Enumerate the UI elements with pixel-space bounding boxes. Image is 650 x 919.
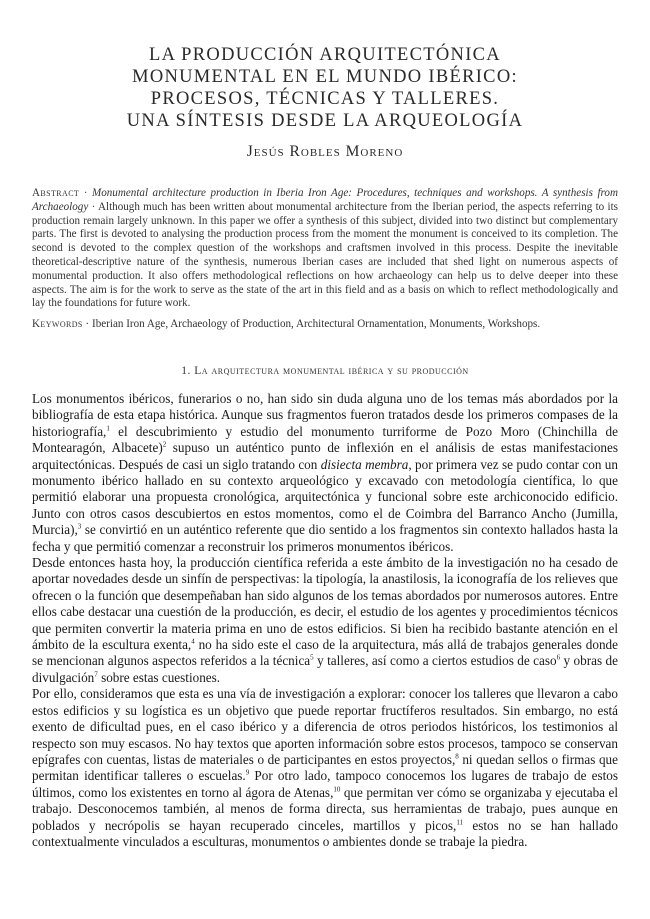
paragraph-text: y obras de divulgación bbox=[32, 653, 618, 685]
paragraph-text: sobre estas cuestiones. bbox=[97, 669, 221, 685]
paragraph-text: y talleres, así como a ciertos estudios de caso bbox=[313, 653, 557, 669]
footnote-marker[interactable]: 7 bbox=[94, 670, 98, 679]
title-line: LA PRODUCCIÓN ARQUITECTÓNICA bbox=[149, 45, 501, 65]
paragraph-text: Por otro lado, tampoco conocemos los lugares de trabajo de estos últimos, como los existentes en torno al ágora de Atenas, bbox=[32, 768, 618, 800]
footnote-marker[interactable]: 2 bbox=[162, 440, 167, 449]
body-paragraph bbox=[32, 686, 618, 850]
body-paragraph bbox=[32, 555, 618, 686]
italic-term: disiecta membra bbox=[320, 456, 409, 472]
body-paragraph bbox=[32, 391, 618, 555]
keywords-separator: · bbox=[82, 318, 93, 331]
body-text bbox=[32, 391, 618, 850]
title-line: MONUMENTAL EN EL MUNDO IBÉRICO: bbox=[132, 67, 518, 87]
paragraph-text: que permitan ver cómo se organizaba y ejecutaba el trabajo. Desconocemos también, al menos de forma directa, sus herramientas de trabajo, pues aunque en poblados y necrópolis se hayan recuperado cinceles, martillos y picos, bbox=[32, 784, 618, 833]
footnote-marker[interactable]: 10 bbox=[333, 785, 341, 794]
article-page bbox=[32, 44, 618, 850]
paragraph-text: no ha sido este el caso de la arquitectura, más allá de trabajos generales donde se mencionan algunos aspectos referidos a la técnica bbox=[32, 637, 618, 669]
abstract-label: Abstract bbox=[32, 187, 80, 199]
footnote-marker[interactable]: 4 bbox=[191, 637, 195, 646]
paragraph-text: Los monumentos ibéricos, funerarios o no, han sido sin duda alguna uno de los temas más abordados por la bibliografía de esta etapa histórica. Aunque sus fragmentos fueron tratados desde los primeros compases de la historiografía, bbox=[32, 390, 618, 439]
paragraph-text: , por primera vez se pudo contar con un monumento ibérico hallado en su contexto arqueológico y excavado con metodología científica, lo que permitió elaborar una propuesta cronológica, arquitectónica y funcional sobre este archiconocido edificio. Junto con otros casos descubiertos en estos momentos, como el de Coimbra del Barranco Ancho (Jumilla, Murcia), bbox=[32, 456, 618, 538]
footnote-marker[interactable]: 5 bbox=[310, 654, 314, 663]
footnote-marker[interactable]: 9 bbox=[245, 768, 250, 777]
keywords-label: Keywords bbox=[32, 318, 83, 331]
paragraph-text: se convirtió en un auténtico referente que dio sentido a los fragmentos sin contexto hallados hasta la fecha y que permitió comenzar a reconstruir los primeros monumentos ibéricos. bbox=[32, 522, 618, 554]
title-line: UNA SÍNTESIS DESDE LA ARQUEOLOGÍA bbox=[126, 111, 524, 131]
footnote-marker[interactable]: 8 bbox=[455, 752, 459, 761]
paragraph-text: Por ello, consideramos que esta es una vía de investigación a explorar: conocer los talleres que llevaron a cabo estos edificios y su logística es un objetivo que puede reportar fructíferos resultados. Sin embargo, no está exento de dificultad pues, en el caso ibérico y a diferencia de otros periodos históricos, los testimonios al respecto son muy escasos. No hay textos que aporten información sobre estos procesos, tampoco se conservan epígrafes con cuentas, listas de materiales o de participantes en estos proyectos, bbox=[32, 686, 618, 767]
abstract-text: Although much has been written about monumental architecture from the Iberian period, the aspects referring to its production remain largely unknown. In this paper we offer a synthesis of this subject, divided into two distinct but complementary parts. The first is devoted to analysing the production process from the moment the monument is conceived to its completion. The second is devoted to the complex question of the workshops and craftsmen involved in this process. Despite the inevitable theoretical-descriptive nature of the synthesis, numerous Iberian cases are included that shed light on numerous aspects of monumental production. It also offers methodological reflections on how archaeology can help us to delve deeper into these aspects. The aim is for the work to serve as the state of the art in this field and as a basis on which to reflect methodologically and lay the foundations for future work. bbox=[32, 200, 618, 310]
paragraph-text: Desde entonces hasta hoy, la producción científica referida a este ámbito de la investigación no ha cesado de aportar novedades desde un sinfín de perspectivas: la tipología, la anastilosis, la iconografía de los relieves que ofrecen o la función que desempeñaban han sido algunos de los temas abordados por numerosos autores. Entre ellos cabe destacar una cuestión de la producción, es decir, el estudio de los agentes y procedimientos técnicos que permiten convertir la materia prima en uno de estos edificios. Si bien ha recibido bastante atención en el ámbito de la escultura exenta, bbox=[32, 555, 618, 653]
keywords-text: Iberian Iron Age, Archaeology of Production, Architectural Ornamentation, Monuments, Workshops. bbox=[92, 318, 541, 331]
paragraph-text: el descubrimiento y estudio del monumento turriforme de Pozo Moro (Chinchilla de Montearagón, Albacete) bbox=[32, 423, 618, 456]
footnote-marker[interactable]: 3 bbox=[77, 522, 82, 531]
abstract-separator: · bbox=[88, 200, 98, 213]
footnote-marker[interactable]: 6 bbox=[556, 654, 561, 663]
paragraph-text: supuso un auténtico punto de inflexión en el análisis de estas manifestaciones arquitectónicas. Después de casi un siglo tratando con bbox=[32, 440, 618, 472]
paragraph-text: estos no se han hallado contextualmente vinculados a esculturas, monumentos o ambientes donde se trabaje la piedra. bbox=[32, 817, 618, 849]
article-title bbox=[32, 44, 618, 132]
keywords bbox=[32, 318, 618, 332]
abstract-separator: · bbox=[79, 187, 92, 199]
title-line: PROCESOS, TÉCNICAS Y TALLERES. bbox=[150, 89, 500, 109]
abstract bbox=[32, 187, 618, 311]
author-name: Jesús Robles Moreno bbox=[246, 143, 404, 160]
abstract-english-title: Monumental architecture production in Iberia Iron Age: Procedures, techniques and workshops. A synthesis from Archaeology bbox=[32, 187, 618, 213]
footnote-marker[interactable]: 1 bbox=[106, 424, 110, 433]
section-heading: 1. La arquitectura monumental ibérica y su producción bbox=[181, 364, 469, 377]
paragraph-text: ni quedan sellos o firmas que permitan identificar talleres o escuelas. bbox=[32, 751, 618, 784]
footnote-marker[interactable]: 11 bbox=[456, 818, 464, 827]
